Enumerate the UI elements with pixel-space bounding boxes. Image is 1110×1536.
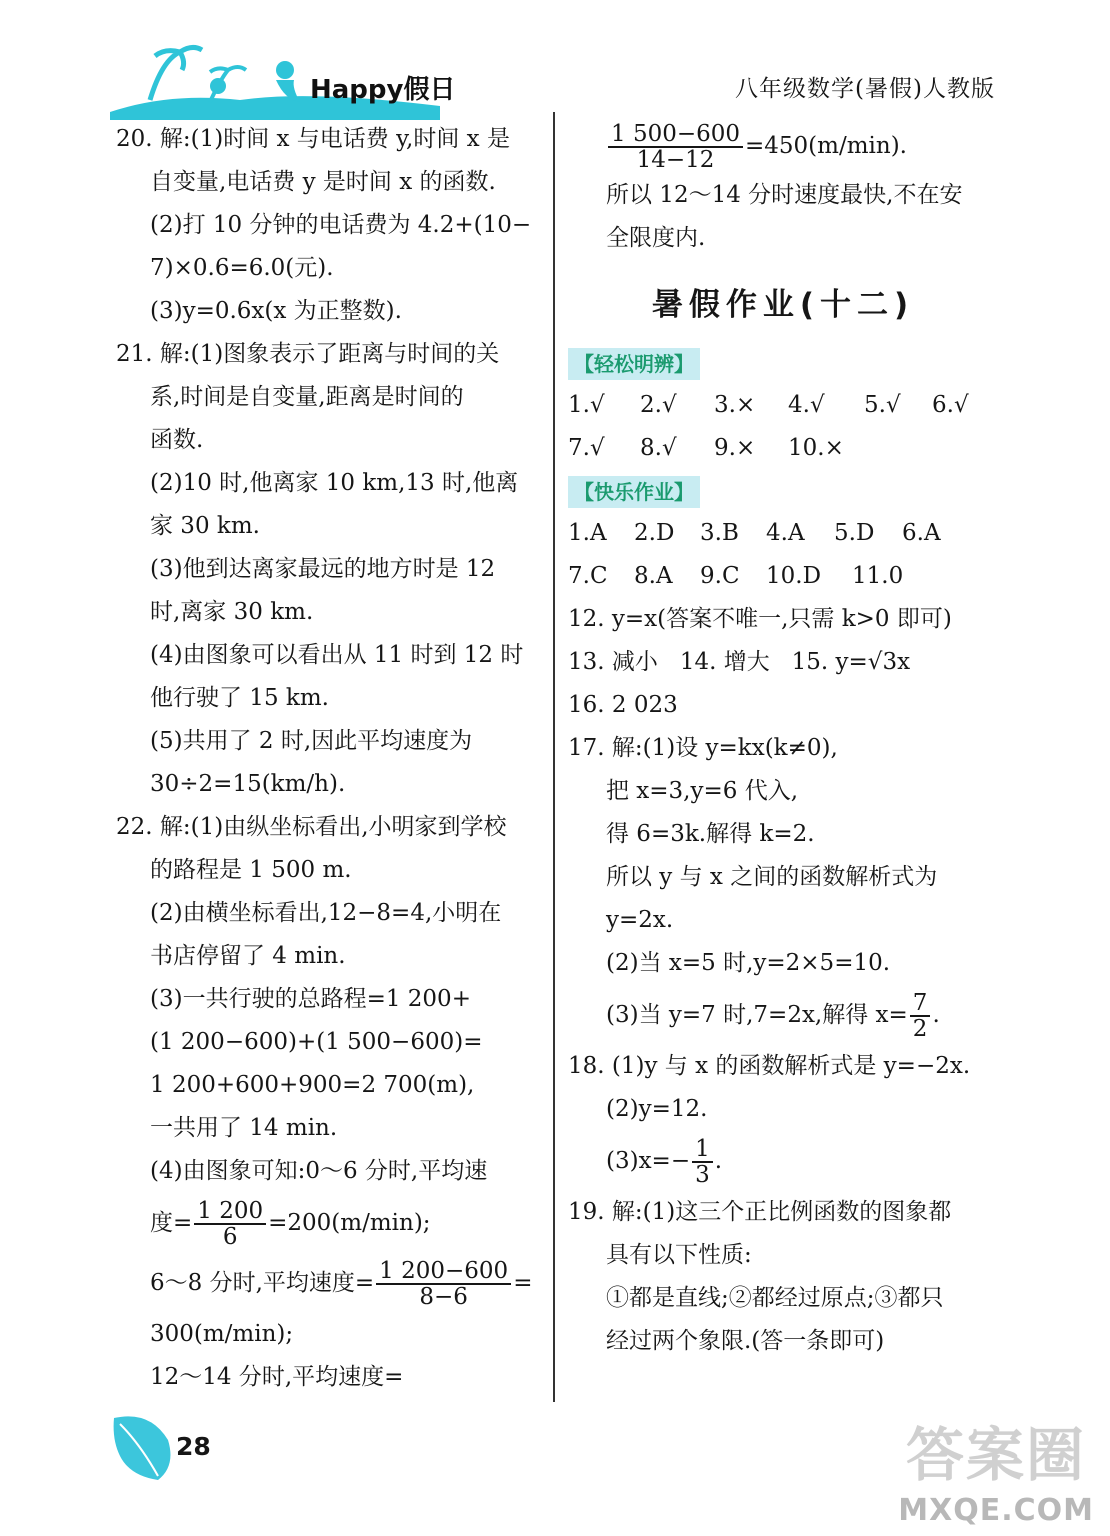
text-line: 所以 y 与 x 之间的函数解析式为: [606, 864, 938, 890]
column-divider: [553, 112, 555, 1402]
text-line: 得 6=3k.解得 k=2.: [606, 821, 815, 847]
page-number: 28: [176, 1432, 211, 1461]
page-header: [0, 0, 1110, 120]
numerator: 1: [692, 1137, 713, 1163]
text-line: (3)y=0.6x(x 为正整数).: [150, 298, 402, 324]
book-title: 八年级数学(暑假)人教版: [735, 76, 995, 102]
answer: 7.√: [568, 435, 605, 461]
right-column: [568, 118, 998, 1363]
section-tag-easy: 【轻松明辨】: [568, 348, 700, 380]
text-line: (4)由图象可知:0～6 分时,平均速: [150, 1158, 488, 1184]
text-line: 17. 解:(1)设 y=kx(k≠0),: [568, 735, 838, 761]
text-line: ①都是直线;②都经过原点;③都只: [606, 1285, 944, 1311]
watermark-url: MXQE.COM: [898, 1493, 1094, 1528]
text-line: 家 30 km.: [150, 513, 260, 539]
answer: 9.×: [714, 435, 756, 461]
text-line: (4)由图象可以看出从 11 时到 12 时: [150, 642, 524, 668]
fraction: [194, 1199, 266, 1249]
text-line: 一共用了 14 min.: [150, 1115, 338, 1141]
answer: 10.D: [766, 563, 822, 589]
answer: 2.D: [634, 520, 675, 546]
text-line: y=2x.: [606, 907, 674, 933]
choice-row-2: [568, 555, 998, 598]
text-line: 全限度内.: [606, 225, 706, 251]
text-line: 13. 减小 14. 增大 15. y=√3x: [568, 649, 911, 675]
answer: 6.A: [902, 520, 941, 546]
watermark-logo-text: 答案圈: [905, 1421, 1086, 1489]
denominator: 8−6: [419, 1284, 468, 1310]
answer: 1.√: [568, 392, 605, 418]
fraction: [910, 991, 931, 1041]
speed-formula-1: [116, 1193, 548, 1253]
text-line: 函数.: [150, 427, 204, 453]
q18-part3: [568, 1131, 998, 1191]
text-line: 19. 解:(1)这三个正比例函数的图象都: [568, 1199, 952, 1225]
text-line: 1 200+600+900=2 700(m),: [150, 1072, 475, 1098]
denominator: 6: [222, 1224, 238, 1250]
answer: 5.√: [864, 392, 901, 418]
fraction: [376, 1259, 511, 1309]
numerator: 1 200: [194, 1199, 266, 1225]
fraction: [608, 122, 743, 172]
formula-prefix: 度=: [150, 1210, 193, 1236]
q17-part3: [568, 985, 998, 1045]
text-line: (3)他到达离家最远的地方时是 12: [150, 556, 496, 582]
choice-row-1: [568, 512, 998, 555]
numerator: 1 500−600: [608, 122, 743, 148]
true-false-row-2: [568, 427, 998, 470]
speed-formula-3: [568, 118, 998, 174]
formula-suffix: =200(m/min);: [268, 1210, 431, 1236]
speed-formula-2: [116, 1253, 548, 1313]
text-line: 所以 12～14 分时速度最快,不在安: [606, 182, 963, 208]
answer: 10.×: [788, 435, 844, 461]
denominator: 2: [912, 1016, 928, 1042]
formula-suffix: .: [714, 1148, 723, 1174]
answer: 3.B: [700, 520, 739, 546]
formula-suffix: =450(m/min).: [745, 133, 907, 159]
answer: 1.A: [568, 520, 607, 546]
text-line: 20. 解:(1)时间 x 与电话费 y,时间 x 是: [116, 126, 510, 152]
text-line: 30÷2=15(km/h).: [150, 771, 346, 797]
answer: 9.C: [700, 563, 740, 589]
text-line: 7)×0.6=6.0(元).: [150, 255, 334, 281]
answer: 4.A: [766, 520, 805, 546]
text-line: (1 200−600)+(1 500−600)=: [150, 1029, 483, 1055]
text-line: (2)由横坐标看出,12−8=4,小明在: [150, 900, 502, 926]
text-line: (2)当 x=5 时,y=2×5=10.: [606, 950, 891, 976]
text-line: 16. 2 023: [568, 692, 678, 718]
formula-prefix: (3)x=−: [606, 1148, 691, 1174]
formula-prefix: (3)当 y=7 时,7=2x,解得 x=: [606, 1002, 908, 1028]
text-line: 300(m/min);: [150, 1321, 294, 1347]
logo-text: Happy假日: [310, 75, 456, 105]
text-line: 22. 解:(1)由纵坐标看出,小明家到学校: [116, 814, 507, 840]
text-line: 的路程是 1 500 m.: [150, 857, 352, 883]
text-line: 经过两个象限.(答一条即可): [606, 1328, 885, 1354]
text-line: (3)一共行驶的总路程=1 200+: [150, 986, 471, 1012]
answer: 5.D: [834, 520, 875, 546]
text-line: (5)共用了 2 时,因此平均速度为: [150, 728, 473, 754]
answer: 7.C: [568, 563, 608, 589]
formula-prefix: 6～8 分时,平均速度=: [150, 1270, 375, 1296]
fraction: [692, 1137, 713, 1187]
text-line: 时,离家 30 km.: [150, 599, 314, 625]
formula-suffix: .: [932, 1002, 940, 1028]
answer: 11.0: [852, 563, 904, 589]
true-false-row-1: [568, 384, 998, 427]
text-line: 系,时间是自变量,距离是时间的: [150, 384, 464, 410]
text-line: (2)打 10 分钟的电话费为 4.2+(10−: [150, 212, 532, 238]
answer: 6.√: [932, 392, 969, 418]
formula-suffix: =: [513, 1270, 533, 1296]
answer: 8.√: [640, 435, 677, 461]
numerator: 7: [910, 991, 931, 1017]
text-line: 12. y=x(答案不唯一,只需 k>0 即可): [568, 606, 952, 632]
answer: 8.A: [634, 563, 673, 589]
leaf-icon: [110, 1410, 176, 1482]
text-line: 自变量,电话费 y 是时间 x 的函数.: [150, 169, 496, 195]
section-title: 暑假作业(十二): [651, 287, 915, 323]
happy-holiday-logo: [110, 40, 456, 120]
text-line: 12～14 分时,平均速度=: [150, 1364, 404, 1390]
left-column: [116, 118, 548, 1399]
numerator: 1 200−600: [376, 1259, 511, 1285]
text-line: 把 x=3,y=6 代入,: [606, 778, 799, 804]
text-line: 他行驶了 15 km.: [150, 685, 329, 711]
answer: 2.√: [640, 392, 677, 418]
text-line: 具有以下性质:: [606, 1242, 752, 1268]
answer: 3.×: [714, 392, 756, 418]
text-line: 18. (1)y 与 x 的函数解析式是 y=−2x.: [568, 1053, 971, 1079]
text-line: (2)10 时,他离家 10 km,13 时,他离: [150, 470, 519, 496]
denominator: 3: [695, 1162, 710, 1188]
text-line: 21. 解:(1)图象表示了距离与时间的关: [116, 341, 500, 367]
denominator: 14−12: [636, 147, 715, 173]
answer: 4.√: [788, 392, 825, 418]
text-line: (2)y=12.: [606, 1096, 708, 1122]
text-line: 书店停留了 4 min.: [150, 943, 346, 969]
section-tag-happy: 【快乐作业】: [568, 476, 700, 508]
